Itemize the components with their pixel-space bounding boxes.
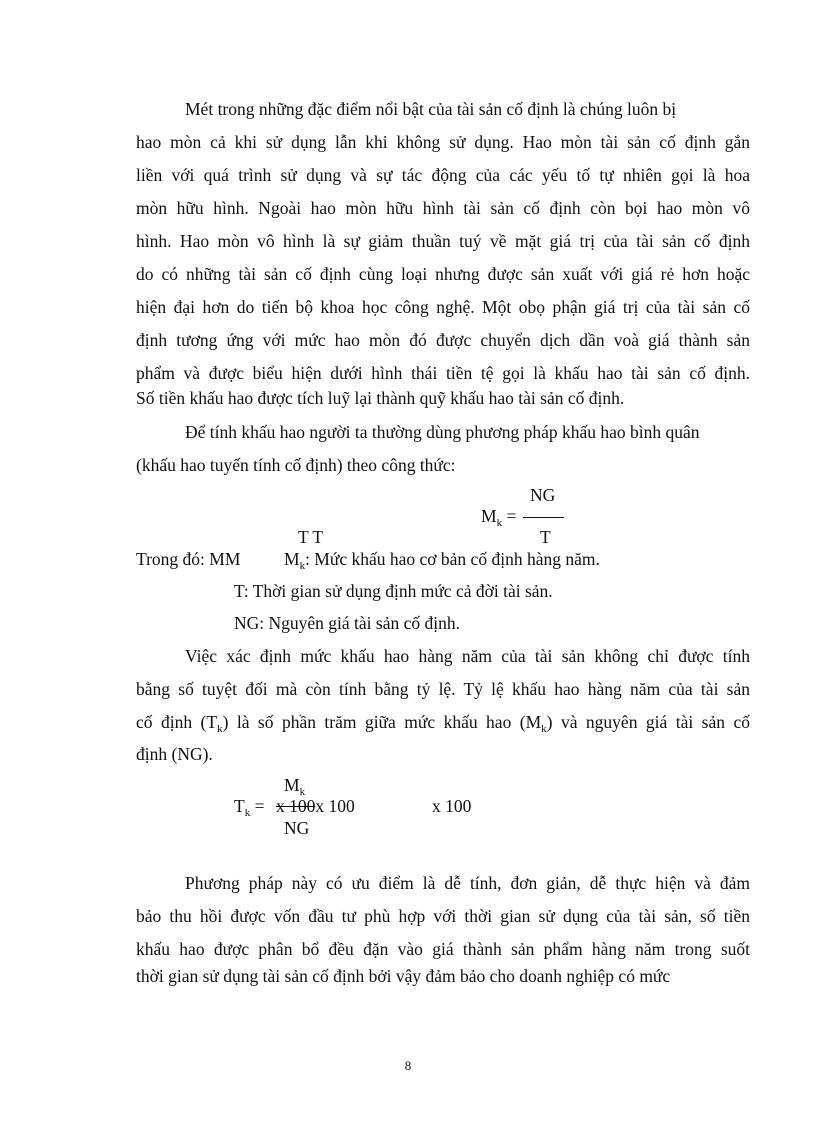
- formula-2-right-text: x 100: [432, 796, 472, 816]
- paragraph-4-line: khấu hao được phân bổ đều đặn vào giá thành sản phẩm hàng năm trong suốt: [136, 939, 750, 959]
- paragraph-3-line: Việc xác định mức khấu hao hàng năm của tài sản không chỉ được tính: [185, 646, 750, 666]
- paragraph-1-line: mòn hữu hình. Ngoài hao mòn hữu hình tài sản cố định còn bọi hao mòn vô: [136, 198, 750, 218]
- paragraph-3-text: ) và nguyên giá tài sản cố: [546, 712, 750, 732]
- formula-1-lhs-main: M: [481, 506, 497, 526]
- page-number: 8: [404, 1058, 412, 1073]
- where-mk-text: : Mức khấu hao cơ bản cố định hàng năm.: [305, 549, 600, 569]
- formula-1-numerator: NG: [530, 485, 556, 505]
- paragraph-2-line: Để tính khấu hao người ta thường dùng phương pháp khấu hao bình quân: [185, 422, 700, 442]
- formula-2-lhs-main: T: [234, 796, 245, 816]
- formula-2-num-main: M: [284, 775, 300, 795]
- paragraph-1-line: phẩm và được biểu hiện dưới hình thái tiền tệ gọi là khấu hao tài sản cố định.: [136, 363, 750, 383]
- formula-2-struck-text: x 100: [276, 796, 316, 816]
- paragraph-3-sub: k: [541, 723, 547, 735]
- formula-2-lhs: [234, 796, 264, 819]
- where-lead: Trong đó: MM: [136, 549, 241, 569]
- formula-2-equals: =: [250, 796, 265, 816]
- formula-1-lhs-sub: k: [496, 517, 503, 529]
- formula-1-fraction-bar: [523, 517, 564, 518]
- formula-2-numerator: [284, 775, 305, 798]
- paragraph-3-line: bằng số tuyệt đối mà còn tính bằng tỷ lệ. Tỷ lệ khấu hao hàng năm của tài sản: [136, 679, 750, 699]
- paragraph-3-text: cố định (T: [136, 712, 218, 732]
- formula-2-lhs-sub: k: [244, 807, 251, 819]
- paragraph-1-line: hiện đại hơn do tiến bộ khoa học công nghệ. Một obọ phận giá trị của tài sản cố: [136, 297, 750, 317]
- formula-1-lhs: [481, 506, 516, 529]
- where-mk-sub: k: [299, 560, 306, 572]
- paragraph-3-text: ) là số phần trăm giữa mức khấu hao (M: [222, 712, 542, 732]
- where-mk-definition: [284, 549, 600, 572]
- paragraph-1-line: Số tiền khấu hao được tích luỹ lại thành quỹ khấu hao tài sản cố định.: [136, 388, 625, 408]
- paragraph-4-line: thời gian sử dụng tài sản cố định bởi vậy đảm bảo cho doanh nghiệp có mức: [136, 966, 671, 986]
- paragraph-1-line: do có những tài sản cố định cùng loại nhưng được sản xuất với giá rẻ hơn hoặc: [136, 264, 750, 284]
- formula-2-after-text: x 100: [315, 796, 355, 816]
- paragraph-1-line: hình. Hao mòn vô hình là sự giảm thuần tuý về mặt giá trị của tài sản cố định: [136, 231, 750, 251]
- formula-2-body: [276, 796, 355, 816]
- paragraph-2-line: (khấu hao tuyến tính cố định) theo công thức:: [136, 455, 456, 475]
- paragraph-1-line: định tương ứng với mức hao mòn đó được chuyển dịch dần voà giá thành sản: [136, 330, 750, 350]
- formula-1-equals: =: [502, 506, 517, 526]
- paragraph-3-line: [136, 712, 750, 735]
- paragraph-3-line: định (NG).: [136, 744, 213, 764]
- formula-2-num-sub: k: [299, 786, 306, 798]
- formula-2-denominator: NG: [284, 818, 310, 838]
- paragraph-1-line: hao mòn cả khi sử dụng lẫn khi không sử dụng. Hao mòn tài sản cố định gắn: [136, 132, 750, 152]
- where-t-definition: T: Thời gian sử dụng định mức cả đời tài sản.: [234, 581, 553, 601]
- paragraph-3-sub: k: [217, 723, 223, 735]
- paragraph-1-line: Mét trong những đặc điểm nổi bật của tài sản cố định là chúng luôn bị: [185, 99, 677, 119]
- paragraph-1-line: liền với quá trình sử dụng và sự tác động của các yếu tố tự nhiên gọi là hoa: [136, 165, 750, 185]
- paragraph-4-line: bảo thu hồi được vốn đầu tư phù hợp với thời gian sử dụng của tài sản, số tiền: [136, 906, 750, 926]
- formula-1-denominator: T: [540, 527, 551, 547]
- where-mk-main: M: [284, 549, 300, 569]
- where-ng-definition: NG: Nguyên giá tài sản cố định.: [234, 613, 460, 633]
- paragraph-4-line: Phương pháp này có ưu điểm là dễ tính, đơn giản, dễ thực hiện và đảm: [185, 873, 750, 893]
- formula-1-stray-label: T T: [298, 527, 324, 547]
